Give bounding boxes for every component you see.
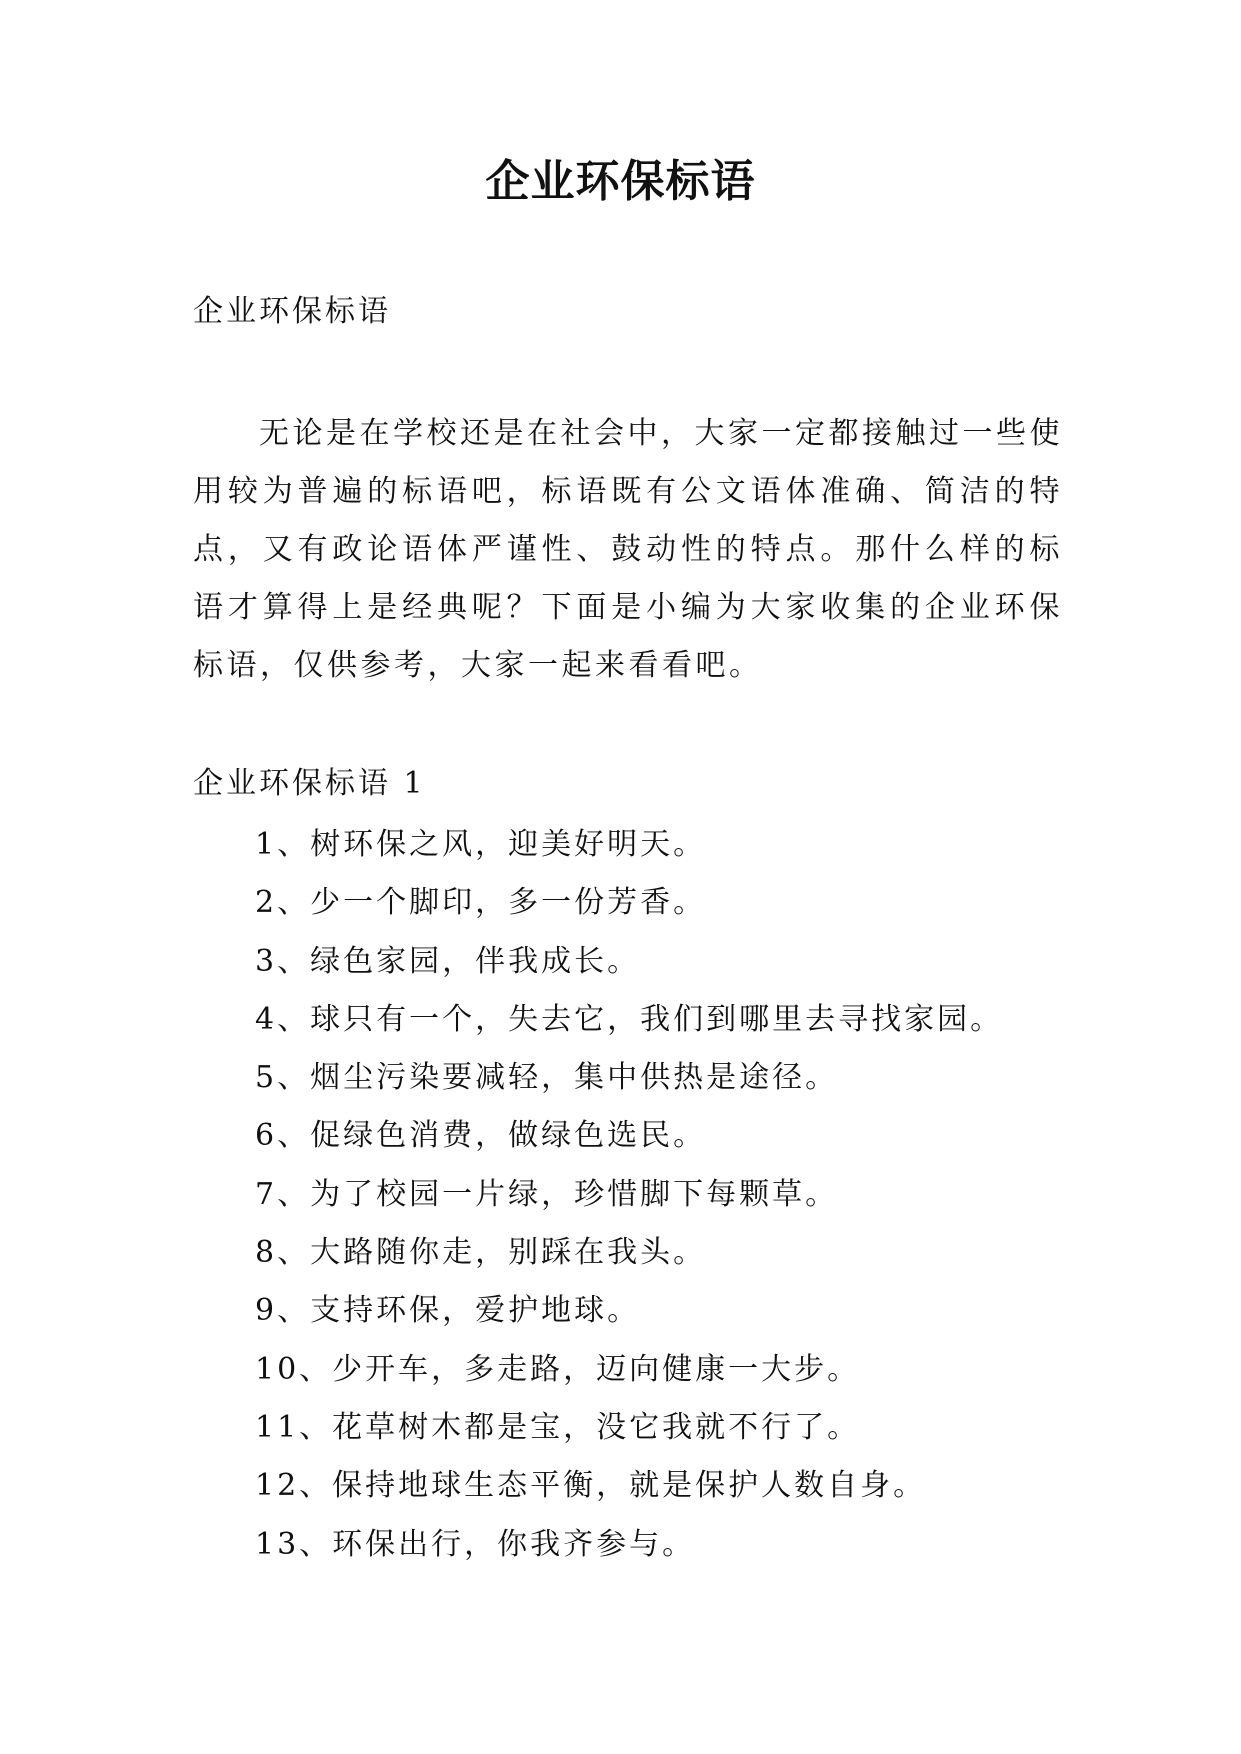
- list-item: 5、烟尘污染要减轻，集中供热是途径。: [255, 1060, 839, 1096]
- list-item: 7、为了校园一片绿，珍惜脚下每颗草。: [255, 1176, 839, 1212]
- list-item: 9、支持环保，爱护地球。: [255, 1293, 641, 1329]
- list-item: 8、大路随你走，别踩在我头。: [255, 1235, 707, 1271]
- list-item: 13、环保出行，你我齐参与。: [255, 1526, 696, 1562]
- list-item: 11、花草树木都是宝，没它我就不行了。: [255, 1409, 861, 1445]
- document-title: 企业环保标语: [485, 156, 756, 207]
- intro-paragraph: 无论是在学校还是在社会中，大家一定都接触过一些使用较为普遍的标语吧，标语既有公文语体准确、简洁的特点，又有政论语体严谨性、鼓动性的特点。那什么样的标语才算得上是经典呢？下面是小编为大家收集的企业环保标语，仅供参考，大家一起来看看吧。: [193, 416, 1063, 683]
- list-item: 6、促绿色消费，做绿色选民。: [255, 1118, 707, 1154]
- list-item: 3、绿色家园，伴我成长。: [255, 943, 641, 979]
- section-heading: 企业环保标语 1: [193, 766, 426, 801]
- list-item: 4、球只有一个，失去它，我们到哪里去寻找家园。: [255, 1001, 1004, 1037]
- list-item: 10、少开车，多走路，迈向健康一大步。: [255, 1351, 861, 1387]
- list-item: 2、少一个脚印，多一份芳香。: [255, 885, 707, 921]
- slogan-list: [255, 816, 1003, 1574]
- list-item: 1、树环保之风，迎美好明天。: [255, 827, 707, 862]
- list-item: 12、保持地球生态平衡，就是保护人数自身。: [255, 1468, 927, 1504]
- document-subtitle: 企业环保标语: [193, 294, 391, 329]
